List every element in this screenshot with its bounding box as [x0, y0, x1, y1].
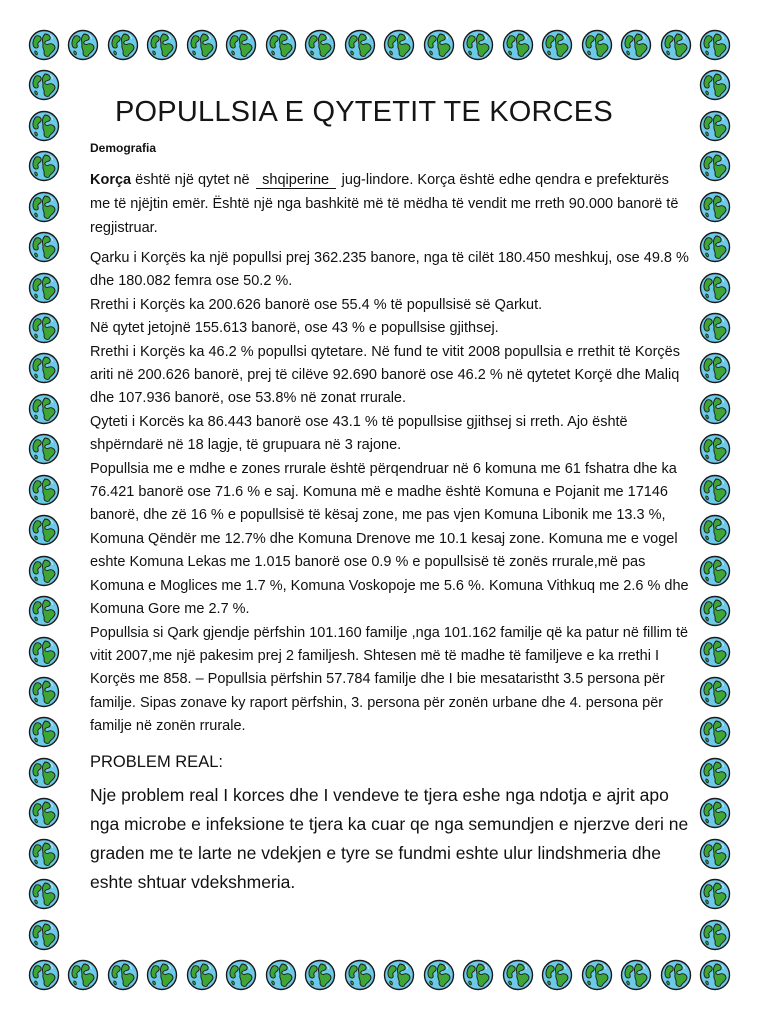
- globe-icon: [699, 191, 731, 223]
- globe-icon: [699, 393, 731, 425]
- globe-icon: [502, 959, 534, 991]
- intro-text-b: jug-lindore. Korça është edhe qendra e prefekturës me të njëjtin emër. Është një nga bashkitë më të mëdha të vendit me rreth 90.000 banorë të regjistruar.: [90, 172, 679, 236]
- globe-icon: [28, 959, 60, 991]
- globe-icon: [699, 29, 731, 61]
- globe-icon: [581, 29, 613, 61]
- globe-icon: [28, 878, 60, 910]
- paragraph: Qyteti i Korcës ka 86.443 banorë ose 43.1 % të popullsise gjithsej si rreth. Ajo është shpërndarë në 18 lagje, të grupuara në 3 rajone.: [90, 413, 628, 454]
- globe-icon: [304, 29, 336, 61]
- globe-icon: [304, 959, 336, 991]
- globe-icon: [28, 312, 60, 344]
- globe-icon: [28, 595, 60, 627]
- globe-icon: [344, 959, 376, 991]
- globe-icon: [541, 29, 573, 61]
- globe-icon: [28, 636, 60, 668]
- globe-icon: [225, 29, 257, 61]
- globe-icon: [699, 676, 731, 708]
- globe-icon: [699, 352, 731, 384]
- globe-icon: [67, 29, 99, 61]
- globe-icon: [28, 555, 60, 587]
- globe-icon: [265, 29, 297, 61]
- paragraph: Rrethi i Korçës ka 200.626 banorë ose 55.4 % të popullsisë së Qarkut.: [90, 296, 543, 313]
- globe-icon: [502, 29, 534, 61]
- globe-icon: [225, 959, 257, 991]
- globe-icon: [462, 29, 494, 61]
- globe-icon: [699, 878, 731, 910]
- globe-icon: [699, 110, 731, 142]
- globe-icon: [699, 69, 731, 101]
- globe-icon: [699, 555, 731, 587]
- paragraph: Popullsia me e mdhe e zones rrurale është përqendruar në 6 komuna me 61 fshatra dhe ka 76.421 banorë ose 71.6 % e saj. Komuna më e madhe është Komuna e Pojanit me 17146 banorë, dhe zë 16 % e popullsisë të kësaj zone, me pas vjen Komuna Libonik me 13.3 %, Komuna Qëndër me 12.7% dhe Komuna Drenove me 10.1 kesaj zone. Komuna me e vogel eshte Komuna Lekas me 1.015 banorë ose 0.9 % e popullsisë të zonës rrurale,më pas Komuna e Moglices me 1.7 %, Komuna Voskopoje me 5.6 %. Komuna Vithkuq me 2.6 % dhe Komuna Gore me 2.7 %.: [90, 460, 689, 618]
- globe-icon: [699, 716, 731, 748]
- globe-icon: [28, 838, 60, 870]
- globe-icon: [28, 514, 60, 546]
- document-body: [90, 96, 690, 897]
- globe-icon: [423, 29, 455, 61]
- globe-icon: [344, 29, 376, 61]
- intro-text-a: është një qytet në: [131, 172, 254, 188]
- globe-icon: [28, 29, 60, 61]
- globe-icon: [28, 191, 60, 223]
- intro-paragraph: [90, 168, 690, 240]
- globe-icon: [699, 150, 731, 182]
- globe-icon: [186, 959, 218, 991]
- globe-icon: [28, 393, 60, 425]
- globe-icon: [699, 757, 731, 789]
- globe-icon: [699, 272, 731, 304]
- globe-icon: [383, 29, 415, 61]
- globe-icon: [699, 595, 731, 627]
- globe-icon: [28, 150, 60, 182]
- globe-icon: [146, 29, 178, 61]
- globe-icon: [28, 474, 60, 506]
- globe-icon: [699, 312, 731, 344]
- globe-icon: [28, 797, 60, 829]
- problem-heading: PROBLEM REAL:: [90, 752, 223, 771]
- globe-icon: [699, 797, 731, 829]
- globe-icon: [581, 959, 613, 991]
- globe-icon: [186, 29, 218, 61]
- globe-icon: [28, 110, 60, 142]
- globe-icon: [28, 676, 60, 708]
- page-title: POPULLSIA E QYTETIT TE KORCES: [115, 96, 613, 128]
- globe-icon: [28, 69, 60, 101]
- globe-icon: [28, 352, 60, 384]
- globe-icon: [28, 716, 60, 748]
- globe-icon: [699, 919, 731, 951]
- globe-icon: [265, 959, 297, 991]
- globe-icon: [699, 636, 731, 668]
- section-subtitle: Demografia: [90, 141, 157, 155]
- globe-icon: [28, 757, 60, 789]
- globe-icon: [423, 959, 455, 991]
- globe-icon: [699, 433, 731, 465]
- problem-paragraph: Nje problem real I korces dhe I vendeve te tjera eshe nga ndotja e ajrit apo nga microbe e infeksione te tjera ka cuar qe nga semundjen e njerzve deri ne graden me te larte ne vdekjen e tyre se fundmi eshte ulur lindshmeria dhe eshte shtuar vdekshmeria.: [90, 784, 689, 892]
- globe-icon: [146, 959, 178, 991]
- globe-icon: [67, 959, 99, 991]
- globe-icon: [699, 838, 731, 870]
- demographics-paragraphs: [90, 247, 690, 739]
- globe-icon: [620, 959, 652, 991]
- globe-icon: [620, 29, 652, 61]
- globe-icon: [107, 959, 139, 991]
- globe-icon: [541, 959, 573, 991]
- globe-icon: [28, 433, 60, 465]
- paragraph: Qarku i Korçës ka një popullsi prej 362.235 banore, nga të cilët 180.450 meshkuj, ose 49.8 % dhe 180.082 femra ose 50.2 %.: [90, 250, 689, 290]
- globe-icon: [699, 514, 731, 546]
- globe-icon: [699, 474, 731, 506]
- globe-icon: [660, 29, 692, 61]
- globe-icon: [107, 29, 139, 61]
- paragraph: Rrethi i Korçës ka 46.2 % popullsi qytetare. Në fund te vitit 2008 popullsia e rrethit të Korçës ariti në 200.626 banorë, prej të cilëve 92.690 banorë ose 46.2 % në qytetet Korçë dhe Maliq dhe 107.936 banorë, ose 53.8% në zonat rrurale.: [90, 343, 680, 407]
- globe-icon: [28, 272, 60, 304]
- paragraph: Popullsia si Qark gjendje përfshin 101.160 familje ,nga 101.162 familje që ka patur në fillim të vitit 2007,me një pakesim prej 2 familjesh. Shtesen më të madhe të familjeve e ka rrethi I Korçës me 858. – Popullsia përfshin 57.784 familje dhe I bie mesataristht 3.5 persona për familje. Sipas zonave ky raport përfshin, 3. persona për zonën urbane dhe 4. persona për familje në zonën rrurale.: [90, 624, 689, 735]
- globe-icon: [699, 231, 731, 263]
- globe-icon: [28, 919, 60, 951]
- fill-in-blank: shqiperine: [256, 172, 336, 189]
- globe-icon: [28, 231, 60, 263]
- globe-icon: [462, 959, 494, 991]
- globe-icon: [699, 959, 731, 991]
- city-name: Korça: [90, 172, 132, 188]
- paragraph: Në qytet jetojnë 155.613 banorë, ose 43 % e popullsise gjithsej.: [90, 320, 499, 337]
- globe-icon: [383, 959, 415, 991]
- globe-icon: [660, 959, 692, 991]
